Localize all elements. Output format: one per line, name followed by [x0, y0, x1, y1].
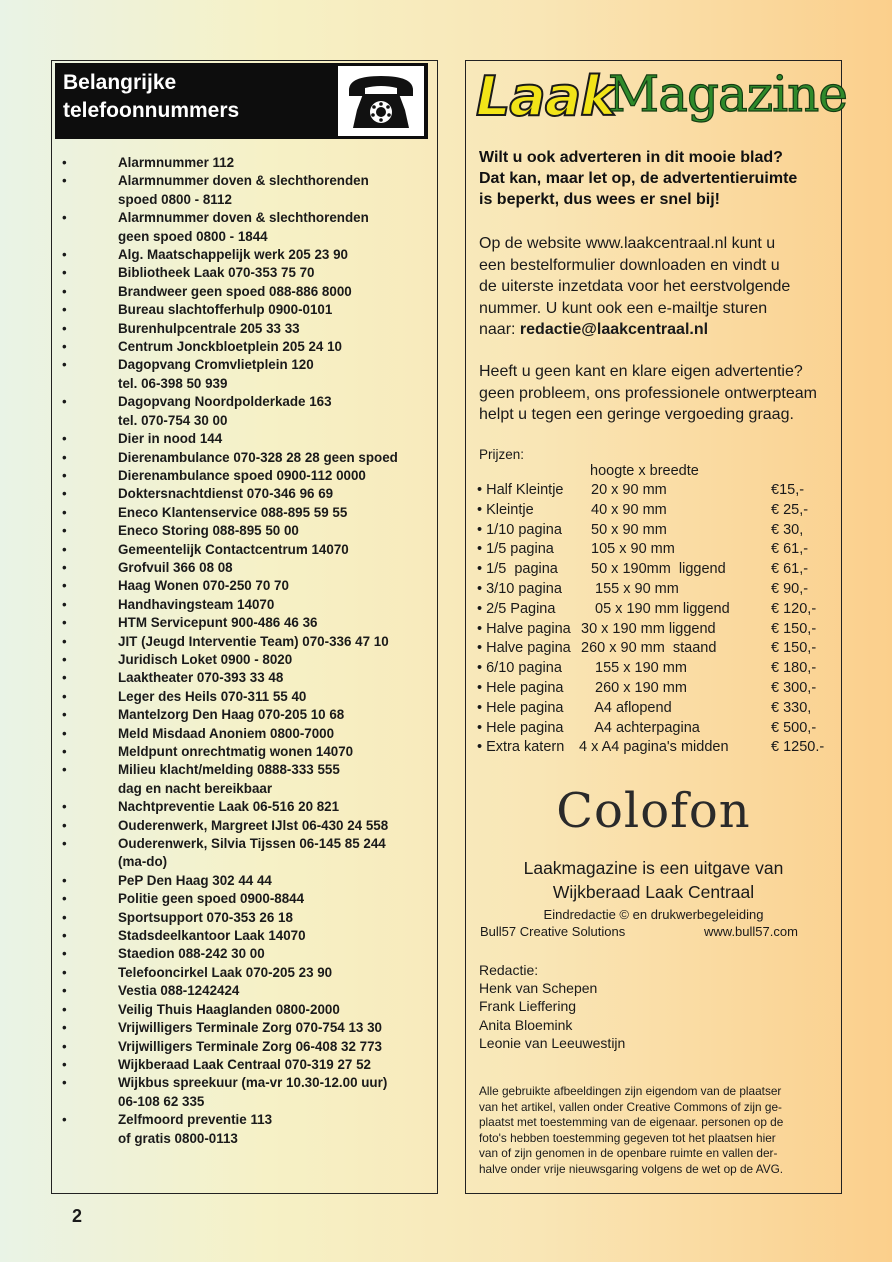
- price-size: 30 x 190 mm liggend: [581, 620, 716, 637]
- logo-magazine-text: Magazine: [608, 65, 847, 123]
- colofon-publisher: [466, 856, 841, 904]
- price-name: • Extra katern: [477, 739, 565, 756]
- phone-entry-line: • Meld Misdaad Anoniem 0800-7000: [118, 725, 335, 741]
- colofon-title: Colofon: [556, 783, 751, 839]
- title-line-1: Belangrijke: [63, 71, 177, 94]
- phone-entry: [60, 817, 432, 835]
- phone-entry: [60, 688, 432, 706]
- phone-entry-line: • Alarmnummer 112: [118, 155, 235, 170]
- price-size: 40 x 90 mm: [591, 501, 667, 518]
- phone-entry-line: • Vrijwilligers Terminale Zorg 06-408 32 773: [118, 1038, 382, 1054]
- design-help-text: [479, 361, 839, 426]
- phone-entry: [60, 890, 432, 908]
- website-info-line: nummer. U kunt ook een e-mailtje sturen: [479, 299, 768, 317]
- price-name: • Hele pagina: [477, 699, 564, 716]
- phone-entry: [60, 1111, 432, 1148]
- phone-entry: [60, 1056, 432, 1074]
- phone-entry: [60, 982, 432, 1000]
- phone-entry-line: • Ouderenwerk, Margreet IJlst 06-430 24 558: [118, 817, 389, 833]
- colofon-line: Laakmagazine is een uitgave van: [523, 858, 784, 878]
- price-row: [477, 719, 837, 739]
- phone-entry-line: • Burenhulpcentrale 205 33 33: [118, 320, 300, 336]
- price-amount: € 150,-: [771, 620, 817, 637]
- phone-entry: [60, 1019, 432, 1037]
- phone-entry-line: (ma-do): [118, 854, 168, 870]
- phone-entry-line: • Dier in nood 144: [118, 431, 223, 447]
- phone-entry-line: • Alarmnummer doven & slechthorenden: [118, 173, 369, 189]
- price-size: 05 x 190 mm liggend: [591, 600, 730, 617]
- phone-entry: [60, 209, 432, 246]
- price-size: 50 x 190mm liggend: [587, 561, 726, 578]
- phone-numbers-panel: [51, 60, 438, 1194]
- phone-entry: [60, 559, 432, 577]
- price-row: [477, 679, 837, 699]
- phone-entry: [60, 669, 432, 687]
- price-name: • Kleintje: [477, 501, 534, 518]
- phone-entry: [60, 301, 432, 319]
- price-amount: € 1250.-: [771, 739, 825, 756]
- phone-entry-line: • Dierenambulance 070-328 28 28 geen spoed: [118, 449, 398, 465]
- price-amount: € 90,-: [771, 580, 809, 597]
- design-help-line: helpt u tegen een geringe vergoeding graag.: [479, 406, 794, 423]
- phone-number-list: [60, 154, 432, 1148]
- price-name: • 6/10 pagina: [477, 660, 562, 677]
- phone-entry-line: • Dagopvang Cromvlietplein 120: [118, 357, 314, 373]
- phone-entry-line: • Wijkbus spreekuur (ma-vr 10.30-12.00 uur): [118, 1075, 388, 1091]
- advertise-intro-line: is beperkt, dus wees er snel bij!: [479, 191, 720, 208]
- phone-numbers-header: [55, 63, 428, 139]
- website-info-line: een bestelformulier downloaden en vindt u: [479, 256, 780, 274]
- phone-entry-line: • Sportsupport 070-353 26 18: [118, 909, 293, 925]
- phone-entry: [60, 761, 432, 798]
- price-name: • Half Kleintje: [477, 482, 564, 498]
- price-size: 20 x 90 mm: [591, 482, 667, 498]
- price-size: 155 x 190 mm: [591, 660, 687, 677]
- website-info-line: de uiterste inzetdata voor het eerstvolgende: [479, 278, 791, 295]
- phone-entry: [60, 798, 432, 816]
- phone-entry-line: • Wijkberaad Laak Centraal 070-319 27 52: [118, 1056, 371, 1072]
- phone-entry: [60, 743, 432, 761]
- phone-entry-line: • Eneco Storing 088-895 50 00: [118, 523, 299, 539]
- price-name: • Hele pagina: [477, 719, 564, 736]
- phone-entry-line: • Grofvuil 366 08 08: [118, 559, 233, 575]
- phone-entry-line: • Leger des Heils 070-311 55 40: [118, 688, 307, 704]
- phone-entry: [60, 909, 432, 927]
- price-row: [477, 639, 837, 659]
- advertise-intro: [479, 147, 835, 210]
- phone-entry-line: • Alg. Maatschappelijk werk 205 23 90: [118, 247, 348, 263]
- phone-entry-line: • Doktersnachtdienst 070-346 96 69: [118, 486, 334, 502]
- price-row: [477, 580, 837, 600]
- phone-entry: [60, 172, 432, 209]
- price-name: • Hele pagina: [477, 679, 564, 696]
- price-name: • Halve pagina: [477, 640, 571, 657]
- phone-entry-line: • Veilig Thuis Haaglanden 0800-2000: [118, 1001, 340, 1017]
- phone-entry-line: spoed 0800 - 8112: [118, 191, 232, 207]
- phone-entry: [60, 246, 432, 264]
- phone-entry: [60, 872, 432, 890]
- phone-entry: [60, 264, 432, 282]
- website-info-line: [479, 319, 839, 341]
- phone-entry-line: • Alarmnummer doven & slechthorenden: [118, 210, 369, 226]
- price-name: • 1/5 pagina: [477, 541, 554, 558]
- email-prefix: naar:: [479, 321, 520, 338]
- price-row: [477, 540, 837, 560]
- phone-entry: [60, 541, 432, 559]
- price-row: [477, 521, 837, 541]
- colofon-company: Bull57 Creative Solutions: [480, 924, 626, 939]
- editor-name: Anita Bloemink: [479, 1016, 573, 1033]
- phone-entry: [60, 522, 432, 540]
- phone-entry: [60, 633, 432, 651]
- editorial-team: [479, 961, 625, 1052]
- phone-entry: [60, 283, 432, 301]
- price-amount: € 25,-: [771, 501, 809, 518]
- colofon-line: Wijkberaad Laak Centraal: [552, 882, 755, 902]
- price-row: [477, 699, 837, 719]
- phone-entry: [60, 1001, 432, 1019]
- price-amount: € 500,-: [771, 719, 817, 736]
- price-size: A4 aflopend: [591, 699, 672, 716]
- phone-entry-line: of gratis 0800-0113: [118, 1130, 238, 1146]
- phone-entry: [60, 430, 432, 448]
- price-size: A4 achterpagina: [591, 719, 700, 736]
- phone-entry-line: • Dierenambulance spoed 0900-112 0000: [118, 467, 366, 483]
- phone-entry-line: • Ouderenwerk, Silvia Tijssen 06-145 85 244: [118, 836, 386, 852]
- price-amount: € 61,-: [771, 561, 809, 578]
- phone-entry: [60, 651, 432, 669]
- phone-entry-line: • Telefooncirkel Laak 070-205 23 90: [118, 964, 333, 980]
- phone-entry: [60, 154, 432, 172]
- phone-entry-line: • Dagopvang Noordpolderkade 163: [118, 394, 332, 410]
- advertising-panel: [465, 60, 847, 1194]
- phone-entry: [60, 725, 432, 743]
- phone-entry-line: • HTM Servicepunt 900-486 46 36: [118, 615, 318, 631]
- page-number: 2: [72, 1206, 83, 1226]
- price-name: • Halve pagina: [477, 620, 571, 637]
- disclaimer-line: Alle gebruikte afbeeldingen zijn eigendom van de plaatser: [479, 1084, 782, 1098]
- phone-entry: [60, 835, 432, 872]
- phone-entry: [60, 449, 432, 467]
- price-row: [477, 620, 837, 640]
- price-amount: €15,-: [771, 482, 805, 498]
- image-disclaimer: [479, 1084, 835, 1178]
- phone-entry: [60, 504, 432, 522]
- price-row: [477, 659, 837, 679]
- phone-entry: [60, 945, 432, 963]
- phone-entry-line: • JIT (Jeugd Interventie Team) 070-336 47 10: [118, 633, 389, 649]
- phone-entry-line: • Staedion 088-242 30 00: [118, 946, 265, 962]
- title-line-2: telefoonnummers: [63, 99, 240, 122]
- price-amount: € 300,-: [771, 679, 817, 696]
- phone-entry: [60, 577, 432, 595]
- disclaimer-line: van of zijn genomen in de openbare ruimte en vallen der-: [479, 1146, 778, 1161]
- phone-entry-line: • Gemeentelijk Contactcentrum 14070: [118, 541, 349, 557]
- phone-entry: [60, 596, 432, 614]
- editor-name: Leonie van Leeuwestijn: [479, 1034, 626, 1051]
- phone-entry-line: • Haag Wonen 070-250 70 70: [118, 578, 289, 594]
- design-help-line: Heeft u geen kant en klare eigen advertentie?: [479, 363, 803, 380]
- editor-name: Frank Lieffering: [479, 998, 577, 1015]
- price-size: 155 x 90 mm: [591, 580, 679, 597]
- website-info: [479, 233, 839, 341]
- phone-entry-line: • Vrijwilligers Terminale Zorg 070-754 13 30: [118, 1020, 382, 1036]
- phone-entry: [60, 614, 432, 632]
- phone-entry-line: • PeP Den Haag 302 44 44: [118, 872, 272, 888]
- phone-entry-line: • Milieu klacht/melding 0888-333 555: [118, 762, 340, 778]
- phone-entry-line: • Centrum Jonckbloetplein 205 24 10: [118, 339, 342, 355]
- disclaimer-line: van het artikel, vallen onder Creative Commons of zijn ge-: [479, 1099, 782, 1114]
- phone-entry: [60, 1074, 432, 1111]
- phone-entry-line: • Juridisch Loket 0900 - 8020: [118, 651, 293, 667]
- price-size: 260 x 90 mm staand: [581, 640, 717, 657]
- phone-entry-line: • Vestia 088-1242424: [118, 983, 240, 999]
- editorial-label: Redactie:: [479, 962, 539, 978]
- editor-name: Henk van Schepen: [479, 980, 598, 997]
- price-row: [477, 481, 837, 501]
- price-row: [477, 560, 837, 580]
- phone-entry-line: • Bibliotheek Laak 070-353 75 70: [118, 265, 315, 281]
- prices-column-header: hoogte x breedte: [590, 463, 699, 479]
- phone-entry-line: • Eneco Klantenservice 088-895 59 55: [118, 504, 348, 520]
- prices-label: Prijzen:: [479, 447, 525, 462]
- phone-entry-line: • Mantelzorg Den Haag 070-205 10 68: [118, 707, 345, 723]
- email-address: redactie@laakcentraal.nl: [519, 321, 709, 338]
- phone-entry-line: geen spoed 0800 - 1844: [118, 228, 268, 244]
- price-size: 50 x 90 mm: [587, 521, 667, 538]
- telephone-icon: [338, 66, 424, 136]
- phone-entry-line: 06-108 62 335: [118, 1093, 205, 1109]
- phone-entry: [60, 338, 432, 356]
- price-size: 105 x 90 mm: [591, 541, 675, 558]
- logo-laak-text: Laak: [476, 65, 616, 128]
- design-help-line: geen probleem, ons professionele ontwerpteam: [479, 384, 817, 402]
- phone-entry: [60, 964, 432, 982]
- phone-entry: [60, 320, 432, 338]
- disclaimer-line: halve onder vrije nieuwsgaring volgens de wet op de AVG.: [479, 1161, 784, 1176]
- price-amount: € 330,: [771, 699, 812, 716]
- price-row: [477, 738, 837, 758]
- phone-entry: [60, 1038, 432, 1056]
- phone-entry: [60, 485, 432, 503]
- phone-entry-line: • Brandweer geen spoed 088-886 8000: [118, 283, 352, 299]
- disclaimer-line: plaatst met toestemming van de eigenaar. personen op de: [479, 1115, 784, 1130]
- phone-numbers-title: [63, 69, 239, 125]
- phone-entry: [60, 467, 432, 485]
- price-name: • 3/10 pagina: [477, 580, 562, 597]
- price-amount: € 30,: [771, 521, 804, 538]
- price-amount: € 150,-: [771, 640, 817, 657]
- price-name: • 1/5 pagina: [477, 561, 558, 578]
- phone-entry-line: • Zelfmoord preventie 113: [118, 1112, 273, 1128]
- phone-entry-line: • Meldpunt onrechtmatig wonen 14070: [118, 744, 354, 759]
- price-row: [477, 501, 837, 521]
- phone-entry-line: tel. 070-754 30 00: [118, 412, 228, 428]
- disclaimer-line: foto's hebben toestemming gegeven tot het plaatsen hier: [479, 1130, 776, 1145]
- price-row: [477, 600, 837, 620]
- price-size: 4 x A4 pagina's midden: [575, 739, 729, 756]
- price-name: • 1/10 pagina: [477, 521, 562, 538]
- website-info-line: Op de website www.laakcentraal.nl kunt u: [479, 235, 776, 252]
- price-amount: € 61,-: [771, 541, 809, 558]
- colofon-website: www.bull57.com: [704, 924, 798, 939]
- phone-entry: [60, 706, 432, 724]
- phone-entry: [60, 927, 432, 945]
- phone-entry-line: • Handhavingsteam 14070: [118, 596, 275, 612]
- phone-entry-line: tel. 06-398 50 939: [118, 375, 228, 391]
- phone-entry-line: • Laaktheater 070-393 33 48: [118, 670, 284, 686]
- colofon-editing-note: Eindredactie © en drukwerbegeleiding: [543, 907, 764, 922]
- price-name: • 2/5 Pagina: [477, 600, 556, 617]
- advertise-intro-line: Wilt u ook adverteren in dit mooie blad?: [479, 149, 783, 166]
- phone-entry: [60, 356, 432, 393]
- price-table: [477, 481, 837, 758]
- phone-entry-line: • Nachtpreventie Laak 06-516 20 821: [118, 799, 340, 815]
- phone-entry-line: • Bureau slachtofferhulp 0900-0101: [118, 302, 333, 318]
- phone-entry-line: dag en nacht bereikbaar: [118, 780, 273, 796]
- phone-entry: [60, 393, 432, 430]
- price-size: 260 x 190 mm: [591, 679, 687, 696]
- advertise-intro-line: Dat kan, maar let op, de advertentieruimte: [479, 170, 798, 187]
- phone-entry-line: • Stadsdeelkantoor Laak 14070: [118, 928, 306, 944]
- price-amount: € 120,-: [771, 600, 817, 617]
- price-amount: € 180,-: [771, 660, 817, 677]
- phone-entry-line: • Politie geen spoed 0900-8844: [118, 891, 305, 907]
